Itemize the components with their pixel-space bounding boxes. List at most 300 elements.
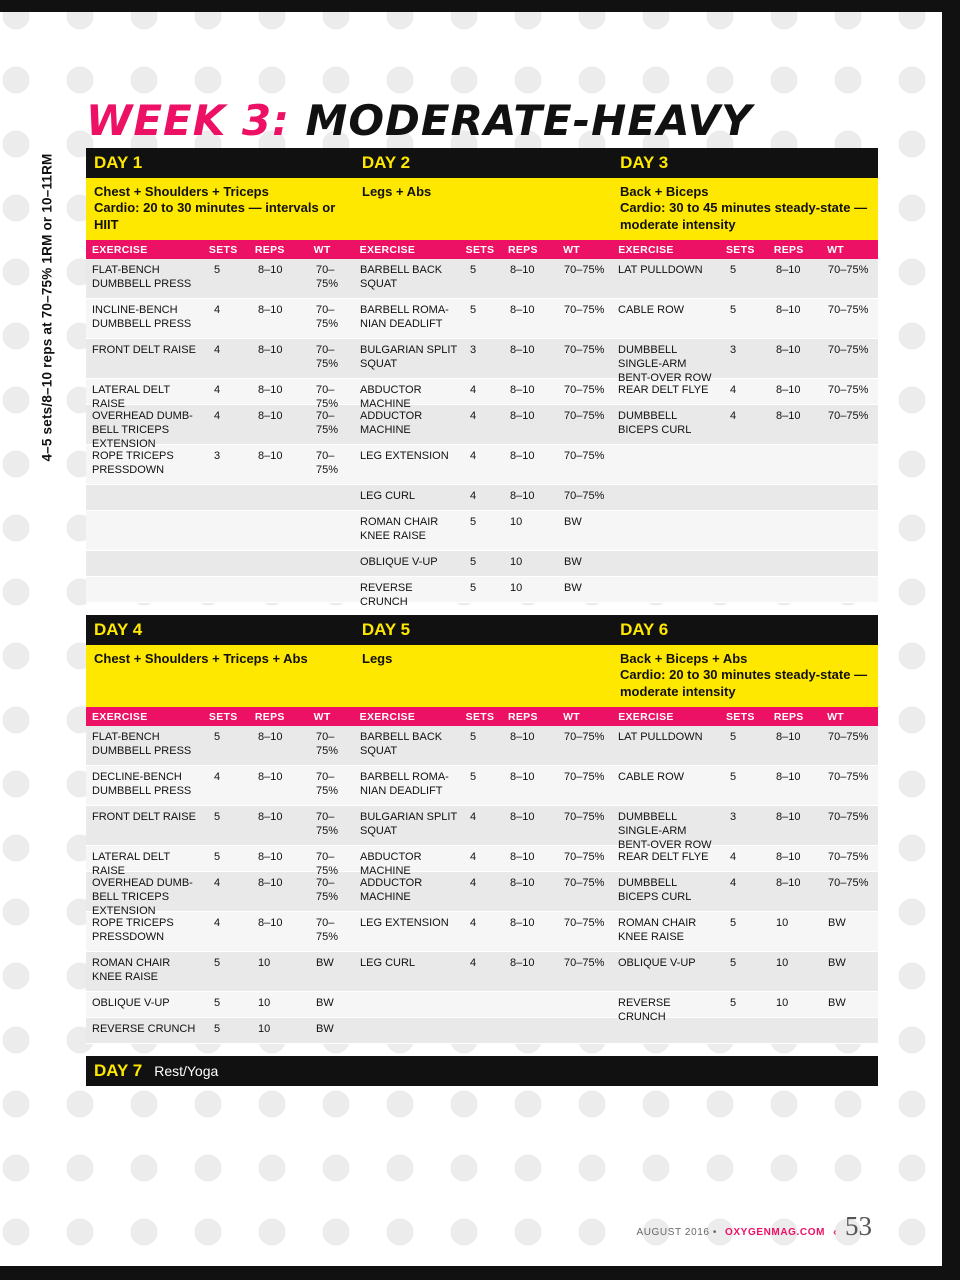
table-cell: 70–75% [558, 339, 612, 379]
table-cell: 8–10 [252, 766, 310, 806]
table-cell-empty [86, 511, 208, 551]
table-cell: ABDUCTOR MACHINE [354, 846, 464, 872]
table-cell: 3 [724, 806, 770, 846]
table-cell: 8–10 [504, 445, 558, 485]
table-cell: 8–10 [504, 379, 558, 405]
table-cell: 70–75% [310, 806, 354, 846]
table-cell: BULGARIAN SPLIT SQUAT [354, 339, 464, 379]
grid-column-reps [252, 726, 310, 1044]
table-cell: 70–75% [558, 445, 612, 485]
table-cell-empty [464, 1018, 504, 1044]
table-cell: LEG EXTENSION [354, 912, 464, 952]
grid-column-reps [252, 259, 310, 603]
table-cell: 5 [208, 952, 252, 992]
column-header-wt: WT [827, 710, 845, 723]
table-cell: 4 [464, 952, 504, 992]
table-cell: 70–75% [822, 379, 878, 405]
table-cell: 8–10 [504, 405, 558, 445]
table-cell: 4 [208, 339, 252, 379]
column-header-reps: REPS [773, 243, 804, 256]
table-cell-empty [208, 577, 252, 603]
day-focus-line: Cardio: 30 to 45 minutes steady-state — moderate intensity [620, 200, 868, 232]
table-cell: BW [558, 511, 612, 551]
table-cell-empty [208, 485, 252, 511]
table-cell-empty [822, 511, 878, 551]
table-cell: BW [558, 577, 612, 603]
table-cell: ADDUCTOR MACHINE [354, 405, 464, 445]
column-header-exercise: EXERCISE [92, 243, 148, 256]
table-cell-empty [252, 485, 310, 511]
table-cell: 8–10 [770, 806, 822, 846]
table-cell: 5 [464, 577, 504, 603]
table-cell: OBLIQUE V-UP [354, 551, 464, 577]
table-cell-empty [612, 551, 724, 577]
footer-magazine: OXYGENMAG.COM [725, 1227, 826, 1238]
column-header-wt: WT [563, 243, 581, 256]
day-focus-line: Chest + Shoulders + Triceps + Abs [94, 651, 308, 666]
table-cell: 4 [464, 485, 504, 511]
table-cell-empty [558, 1018, 612, 1044]
day-focus-3 [612, 178, 878, 240]
week-block-days-1-3 [86, 148, 878, 608]
table-cell: FRONT DELT RAISE [86, 339, 208, 379]
day-title-text: DAY 2 [361, 153, 411, 172]
table-cell: 4 [208, 299, 252, 339]
table-cell: 8–10 [252, 445, 310, 485]
table-cell: 70–75% [822, 405, 878, 445]
workout-grid [86, 726, 878, 1044]
table-cell: 70–75% [310, 379, 354, 405]
table-cell: ROMAN CHAIR KNEE RAISE [612, 912, 724, 952]
table-cell-empty [354, 992, 464, 1018]
table-cell: REVERSE CRUNCH [354, 577, 464, 603]
table-cell-empty [822, 577, 878, 603]
table-cell: 10 [252, 992, 310, 1018]
table-cell-empty [724, 511, 770, 551]
table-cell-empty [724, 1018, 770, 1044]
table-cell-empty [208, 511, 252, 551]
column-header-wt: WT [313, 710, 331, 723]
top-bar [0, 0, 960, 12]
column-header-sets: SETS [726, 710, 755, 723]
column-header-sets: SETS [465, 710, 495, 723]
day-focus-strip [86, 178, 878, 240]
table-cell: ROMAN CHAIR KNEE RAISE [354, 511, 464, 551]
table-cell: 5 [724, 299, 770, 339]
column-header-exercise: EXERCISE [359, 243, 416, 256]
table-cell: REVERSE CRUNCH [612, 992, 724, 1018]
grid-column-wt [822, 726, 878, 1044]
column-header-strip [86, 707, 878, 726]
table-cell: 8–10 [504, 766, 558, 806]
table-cell-empty [464, 992, 504, 1018]
table-cell: 5 [464, 511, 504, 551]
table-cell: 4 [464, 872, 504, 912]
table-cell: 70–75% [558, 766, 612, 806]
table-cell: 8–10 [504, 952, 558, 992]
grid-column-sets [208, 726, 252, 1044]
table-cell: 70–75% [310, 846, 354, 872]
table-cell: LAT PULLDOWN [612, 259, 724, 299]
grid-column-sets [724, 726, 770, 1044]
grid-column-exercise [354, 726, 464, 1044]
table-cell: 70–75% [822, 846, 878, 872]
table-cell: 5 [724, 912, 770, 952]
table-cell: BARBELL BACK SQUAT [354, 259, 464, 299]
table-cell: 4 [724, 872, 770, 912]
table-cell: 5 [464, 259, 504, 299]
table-cell: INCLINE-BENCH DUMBBELL PRESS [86, 299, 208, 339]
table-cell: 70–75% [558, 485, 612, 511]
table-cell: 70–75% [558, 806, 612, 846]
table-cell: 8–10 [252, 259, 310, 299]
table-cell: 10 [252, 1018, 310, 1044]
table-cell: 70–75% [822, 872, 878, 912]
table-cell: OVERHEAD DUMB-BELL TRICEPS EXTENSION [86, 405, 208, 445]
table-cell-empty [310, 577, 354, 603]
day-title-3 [612, 615, 878, 645]
day-focus-line: Cardio: 20 to 30 minutes — intervals or HIIT [94, 200, 336, 232]
table-cell-empty [612, 445, 724, 485]
table-cell: 8–10 [770, 259, 822, 299]
table-cell: 5 [208, 259, 252, 299]
table-cell: BW [558, 551, 612, 577]
table-cell: 10 [504, 511, 558, 551]
day-7-label: DAY 7 [94, 1061, 143, 1080]
table-cell: 4 [464, 445, 504, 485]
table-cell: BW [310, 952, 354, 992]
table-cell: CABLE ROW [612, 766, 724, 806]
day-focus-line: Chest + Shoulders + Triceps [94, 184, 269, 199]
table-cell: 4 [464, 806, 504, 846]
table-cell: 70–75% [310, 872, 354, 912]
day-title-2 [354, 615, 612, 645]
table-cell-empty [724, 551, 770, 577]
table-cell: FLAT-BENCH DUMBBELL PRESS [86, 259, 208, 299]
grid-column-reps [504, 726, 558, 1044]
table-cell: 4 [208, 405, 252, 445]
table-cell: 8–10 [252, 405, 310, 445]
table-cell: 70–75% [310, 299, 354, 339]
grid-column-sets [464, 259, 504, 603]
table-cell: 70–75% [558, 912, 612, 952]
table-cell: 70–75% [822, 766, 878, 806]
day-focus-line: Cardio: 20 to 30 minutes steady-state — moderate intensity [620, 667, 868, 699]
day-focus-line: Legs + Abs [362, 184, 432, 199]
table-cell: 8–10 [252, 726, 310, 766]
day-title-2 [354, 148, 612, 178]
table-cell: BW [822, 952, 878, 992]
page-footer [636, 1211, 872, 1242]
table-cell: LATERAL DELT RAISE [86, 846, 208, 872]
table-cell: OBLIQUE V-UP [612, 952, 724, 992]
table-cell: 5 [208, 846, 252, 872]
day-focus-1 [86, 645, 354, 707]
day-focus-strip [86, 645, 878, 707]
table-cell: 3 [464, 339, 504, 379]
table-cell: 70–75% [558, 299, 612, 339]
table-cell: 8–10 [252, 806, 310, 846]
table-cell-empty [558, 992, 612, 1018]
table-cell: 8–10 [504, 806, 558, 846]
table-cell: 8–10 [504, 846, 558, 872]
table-cell: 5 [724, 952, 770, 992]
column-header-exercise: EXERCISE [618, 243, 674, 256]
table-cell: 8–10 [770, 339, 822, 379]
grid-column-exercise [612, 259, 724, 603]
table-cell: LEG CURL [354, 952, 464, 992]
table-cell: 5 [208, 806, 252, 846]
page-title-week: WEEK 3: [86, 96, 290, 145]
table-cell: DUMBBELL BICEPS CURL [612, 405, 724, 445]
footer-issue: AUGUST 2016 • [636, 1227, 718, 1238]
table-cell: 5 [464, 551, 504, 577]
table-cell: 8–10 [770, 379, 822, 405]
grid-column-reps [770, 259, 822, 603]
table-cell: 70–75% [822, 299, 878, 339]
table-cell: BW [310, 992, 354, 1018]
column-header-exercise: EXERCISE [92, 710, 148, 723]
table-cell: ROPE TRICEPS PRESSDOWN [86, 445, 208, 485]
day-focus-2 [354, 178, 612, 240]
table-cell: 70–75% [822, 339, 878, 379]
table-cell: 8–10 [504, 726, 558, 766]
table-cell: 10 [504, 551, 558, 577]
table-cell: 70–75% [310, 339, 354, 379]
table-cell: BARBELL ROMA-NIAN DEADLIFT [354, 766, 464, 806]
day-header-strip [86, 615, 878, 645]
grid-column-sets [724, 259, 770, 603]
table-cell-empty [354, 1018, 464, 1044]
table-cell: 5 [724, 259, 770, 299]
table-cell: 8–10 [504, 299, 558, 339]
table-cell-empty [504, 1018, 558, 1044]
column-header-exercise: EXERCISE [359, 710, 416, 723]
table-cell: LAT PULLDOWN [612, 726, 724, 766]
table-cell-empty [770, 445, 822, 485]
side-label-intensity: 4–5 sets/8–10 reps at 70–75% 1RM or 10–11RM [39, 153, 55, 462]
column-header-sets: SETS [726, 243, 755, 256]
table-cell: 8–10 [770, 299, 822, 339]
day-title-1 [86, 615, 354, 645]
column-header-wt: WT [563, 710, 581, 723]
column-header-strip [86, 240, 878, 259]
table-cell: ADDUCTOR MACHINE [354, 872, 464, 912]
table-cell: 8–10 [504, 259, 558, 299]
table-cell-empty [770, 485, 822, 511]
table-cell: 8–10 [504, 339, 558, 379]
day-title-3 [612, 148, 878, 178]
table-cell-empty [252, 511, 310, 551]
table-cell-empty [724, 445, 770, 485]
table-cell: 8–10 [504, 912, 558, 952]
page-title-rest: MODERATE-HEAVY [289, 96, 753, 145]
day-title-text: DAY 1 [94, 153, 143, 172]
grid-column-wt [310, 259, 354, 603]
table-cell: 70–75% [310, 726, 354, 766]
grid-column-reps [504, 259, 558, 603]
column-header-wt: WT [313, 243, 331, 256]
bottom-bar [0, 1266, 960, 1280]
day-title-text: DAY 3 [620, 153, 669, 172]
table-cell: 70–75% [558, 259, 612, 299]
week-block-days-4-6 [86, 615, 878, 1044]
table-cell: 8–10 [504, 485, 558, 511]
table-cell: 5 [724, 726, 770, 766]
table-cell: 70–75% [822, 806, 878, 846]
column-header-exercise: EXERCISE [618, 710, 674, 723]
table-cell-empty [504, 992, 558, 1018]
grid-column-exercise [86, 259, 208, 603]
day-7-value: Rest/Yoga [154, 1063, 219, 1079]
grid-column-exercise [354, 259, 464, 608]
table-cell: 70–75% [558, 379, 612, 405]
day-title-text: DAY 5 [361, 620, 411, 639]
table-cell: DUMBBELL SINGLE-ARM BENT-OVER ROW [612, 339, 724, 379]
table-cell: 8–10 [252, 846, 310, 872]
table-cell: LATERAL DELT RAISE [86, 379, 208, 405]
table-cell-empty [770, 577, 822, 603]
table-cell: 8–10 [252, 379, 310, 405]
grid-column-wt [558, 726, 612, 1044]
table-cell: BULGARIAN SPLIT SQUAT [354, 806, 464, 846]
table-cell: 70–75% [310, 259, 354, 299]
table-cell: 4 [208, 379, 252, 405]
table-cell-empty [822, 485, 878, 511]
column-header-reps: REPS [773, 710, 804, 723]
table-cell: 4 [464, 405, 504, 445]
table-cell: 70–75% [310, 445, 354, 485]
table-cell-empty [86, 551, 208, 577]
table-cell: FRONT DELT RAISE [86, 806, 208, 846]
table-cell: 70–75% [822, 259, 878, 299]
table-cell: BARBELL ROMA-NIAN DEADLIFT [354, 299, 464, 339]
day-title-text: DAY 6 [620, 620, 669, 639]
grid-column-wt [310, 726, 354, 1044]
page-number: 53 [845, 1211, 872, 1241]
table-cell: 8–10 [252, 872, 310, 912]
table-cell: 8–10 [770, 846, 822, 872]
grid-column-reps [770, 726, 822, 1044]
day-header-strip [86, 148, 878, 178]
table-cell: 5 [208, 992, 252, 1018]
table-cell-empty [612, 577, 724, 603]
grid-column-sets [208, 259, 252, 603]
column-header-sets: SETS [208, 243, 238, 256]
footer-arrow-icon: ‹ [833, 1227, 837, 1238]
table-cell: ROPE TRICEPS PRESSDOWN [86, 912, 208, 952]
table-cell-empty [822, 1018, 878, 1044]
table-cell-empty [86, 577, 208, 603]
table-cell: BW [310, 1018, 354, 1044]
table-cell: 8–10 [770, 766, 822, 806]
right-bar [942, 0, 960, 1280]
table-cell: 10 [770, 952, 822, 992]
column-header-reps: REPS [254, 243, 285, 256]
table-cell: 5 [724, 992, 770, 1018]
table-cell-empty [310, 511, 354, 551]
table-cell: BARBELL BACK SQUAT [354, 726, 464, 766]
table-cell: 4 [724, 379, 770, 405]
table-cell: 70–75% [558, 952, 612, 992]
grid-column-wt [822, 259, 878, 603]
table-cell-empty [822, 551, 878, 577]
day-title-1 [86, 148, 354, 178]
table-cell: 4 [724, 405, 770, 445]
table-cell: CABLE ROW [612, 299, 724, 339]
table-cell: REAR DELT FLYE [612, 846, 724, 872]
table-cell: 10 [770, 992, 822, 1018]
day-focus-3 [612, 645, 878, 707]
table-cell-empty [612, 511, 724, 551]
table-cell: 4 [208, 912, 252, 952]
table-cell: 8–10 [252, 912, 310, 952]
table-cell: OBLIQUE V-UP [86, 992, 208, 1018]
table-cell: REVERSE CRUNCH [86, 1018, 208, 1044]
table-cell: 5 [208, 1018, 252, 1044]
table-cell: ABDUCTOR MACHINE [354, 379, 464, 405]
grid-column-exercise [86, 726, 208, 1044]
table-cell: 8–10 [252, 299, 310, 339]
table-cell: BW [822, 912, 878, 952]
column-header-reps: REPS [508, 243, 538, 256]
table-cell: 4 [208, 766, 252, 806]
table-cell: LEG CURL [354, 485, 464, 511]
table-cell: 70–75% [558, 872, 612, 912]
table-cell: BW [822, 992, 878, 1018]
grid-column-exercise [612, 726, 724, 1044]
table-cell: 70–75% [822, 726, 878, 766]
table-cell: DUMBBELL BICEPS CURL [612, 872, 724, 912]
table-cell-empty [252, 551, 310, 577]
table-cell: REAR DELT FLYE [612, 379, 724, 405]
table-cell: 5 [464, 299, 504, 339]
table-cell: ROMAN CHAIR KNEE RAISE [86, 952, 208, 992]
column-header-reps: REPS [508, 710, 538, 723]
table-cell-empty [208, 551, 252, 577]
table-cell: 70–75% [558, 846, 612, 872]
table-cell-empty [724, 577, 770, 603]
table-cell: 5 [724, 766, 770, 806]
table-cell: DUMBBELL SINGLE-ARM BENT-OVER ROW [612, 806, 724, 846]
table-cell: DECLINE-BENCH DUMBBELL PRESS [86, 766, 208, 806]
page-title [86, 96, 753, 145]
table-cell: FLAT-BENCH DUMBBELL PRESS [86, 726, 208, 766]
table-cell: 8–10 [770, 405, 822, 445]
grid-column-sets [464, 726, 504, 1044]
day-focus-line: Back + Biceps + Abs [620, 651, 748, 666]
table-cell: 5 [464, 766, 504, 806]
table-cell: 4 [464, 912, 504, 952]
table-cell: 70–75% [310, 766, 354, 806]
table-cell-empty [724, 485, 770, 511]
table-cell: 4 [724, 846, 770, 872]
table-cell: 8–10 [252, 339, 310, 379]
table-cell-empty [822, 445, 878, 485]
column-header-wt: WT [827, 243, 845, 256]
day-title-text: DAY 4 [94, 620, 143, 639]
table-cell-empty [310, 551, 354, 577]
table-cell: 10 [770, 912, 822, 952]
day-focus-line: Legs [362, 651, 393, 666]
table-cell: 70–75% [310, 405, 354, 445]
table-cell: 10 [504, 577, 558, 603]
table-cell: 8–10 [770, 872, 822, 912]
column-header-sets: SETS [208, 710, 238, 723]
table-cell: 70–75% [558, 726, 612, 766]
day-focus-1 [86, 178, 354, 240]
table-cell: 3 [724, 339, 770, 379]
